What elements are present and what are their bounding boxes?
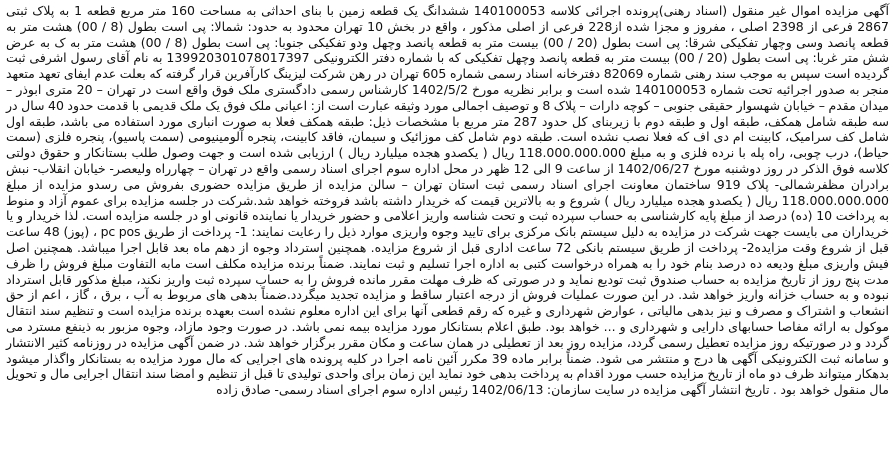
auction-notice-text: آگهی مزایده اموال غیر منقول (اسناد رهنی)پرونده اجرائی کلاسه 140100053 ششدانگ یک قطعه زمین با بنای احداثی به مساحت 160 متر مربع قطعه 1 به پلاک ثبتی 2867 فرعی از 2398 اصلی ، مفروز و مجزا شده از228 فرعی از اصلی مذکور ، واقع در بخش 10 تهران محدود به حدود: شمالا: پی است بطول (8 / 00) هشت متر به قطعه پانصد وسی وچهار تفکیکی شرقا: پی است بطول (20 / 00) بیست متر به قطعه پانصد وچهل ودو تفکیکی جنوبا: پی است بطول (8 / 00) هشت متر به ک به عرض شش متر غربا: پی است بطول (20 / 00) بیست متر به قطعه پانصد وچهل تفکیکی که با شماره دفتر الکترونیکی 139920301078017397 به نام آقای رسول اشرفی ثبت گردیده است سپس به موجب سند رهنی شماره 82069 دفترخانه اسناد رسمی شماره 605 تهران در رهن شرکت لیزینگ کارآفرین قرار گرفته که بعلت عدم ایفای تعهد متعهد منجر به صدور اجرائیه تحت شماره 140100053 شده است و برابر نظریه مورخ 1402/5/2 کارشناس رسمی دادگستری ملک فوق واقع است در تهران – 20 متری ابوذر – میدان مقدم – خیابان شهسوار حقیقی جنوبی – کوچه دارات – پلاک 8 و توصیف اجمالی مورد وثیقه عبارت است از: اعیانی ملک فوق یک ملک قدیمی با قدمت حدود 40 سال در سه طبقه شامل همکف، طبقه اول و طبقه دوم با زیربنای کل حدود 287 متر مربع با مشخصات ذیل: طبقه همکف فعلا به صورت انباری مورد استفاده می باشد، طبقه اول شامل کف سرامیک، کابینت ام دی اف که فعلا نصب نشده است. طبقه دوم شامل کف موزائیک و سیمان، فاقد کابینت، پنجره آلومینیومی (سمت پاسیو)، پنجره فلزی (سمت حیاط)، درب چوبی، راه پله با نرده فلزی و به مبلغ 118.000.000.000 ریال ( یکصدو هجده میلیارد ریال ) ارزیابی شده است و جهت وصول طلب بستانکار و حقوق دولتی کلاسه فوق الذکر در روز دوشنبه مورخ 1402/06/27 از ساعت 9 الی 12 ظهر در محل اداره سوم اجرای اسناد رسمی واقع در تهران – چهارراه ولیعصر- خیابان انقلاب- نبش برادران مظفرشمالی- پلاک 919 ساختمان معاونت اجرای اسناد رسمی ثبت استان تهران – سالن مزایده از طریق مزایده حضوری بفروش می رسدو مزایده از مبلغ 118.000.000.000 ریال ( یکصدو هجده میلیارد ریال ) شروع و به بالاترین قیمت که خریدار داشته باشد فروخته خواهد شد.شرکت در جلسه مزایده برای عموم آزاد و منوط به پرداخت 10 (ده) درصد از مبلغ پایه کارشناسی به حساب سپرده ثبت و تحت شناسه واریز اعلامی و حضور خریدار یا نماینده قانونی او در جلسه مزایده است. لذا خریدار و یا خریداران می بایست جهت شرکت در مزایده به دلیل سیستم بانک مرکزی برای تایید وجوه واریزی موارد ذیل را رعایت نمایند: 1- پرداخت از طریق pc pos ، (پوز) 48 ساعت قبل از شروع وقت مزایده2- پرداخت از طریق سیستم بانکی 72 ساعت اداری قبل از شروع مزایده. همچنین استرداد وجوه از دهم ماه بعد قابل اجرا میباشد. همچنین اصل فیش واریزی مبلغ ودیعه ده درصد بنام خود را به همراه درخواست کتبی به اداره اجرا تسلیم و ثبت نمایند. ضمناً برنده مزایده مکلف است مابه التفاوت مبلغ فروش را ظرف مدت پنج روز از تاریخ مزایده به حساب صندوق ثبت تودیع نماید و در صورتی که ظرف مهلت مقرر مانده فروش را به حساب سپرده ثبت واریز نکند، مبلغ مذکور قابل استرداد نبوده و به حساب خزانه واریز خواهد شد. در این صورت عملیات فروش از درجه اعتبار ساقط و مزایده تجدید میگردد.ضمناً بدهی های مربوط به آب ، برق ، گاز ، اعم از حق انشعاب و اشتراک و مصرف و نیز بدهی مالیاتی ، عوارض شهرداری و غیره که رقم قطعی آنها برای این اداره معلوم نشده است بعهده برنده مزایده است و تنظیم سند انتقال موکول به ارائه مفاصا حسابهای دارایی و شهرداری و ... خواهد بود. طبق اعلام بستانکار مورد مزایده بیمه نمی باشد. در صورت وجود مازاد، وجوه مزبور به ذینفع مسترد می گردد و در صورتیکه روز مزایده تعطیل رسمی گردد، مزایده روز بعد از تعطیلی در همان ساعت و مکان مقرر برگزار خواهد شد. در ضمن آگهی مزایده در روزنامه کثیر الانتشار و سامانه ثبت الکترونیکی آگهی ها درج و منتشر می شود. ضمناً برابر ماده 39 مکرر آئین نامه اجرا در کلیه پرونده های اجرایی که مال مورد مزایده به بستانکار واگذار میشود بدهکار میتواند ظرف دو ماه از تاریخ مزایده حسب مورد اقدام به پرداخت بدهی خود نماید این زمان برای واحدی تولیدی تا قبل از تنظیم و امضا سند انتقال اجرایی مال و تحویل مال منقول خواهد بود . تاریخ انتشار آگهی مزایده در سایت سازمان: 1402/06/13 رئیس اداره سوم اجرای اسناد رسمی- صادق زاده	[6, 3, 890, 398]
